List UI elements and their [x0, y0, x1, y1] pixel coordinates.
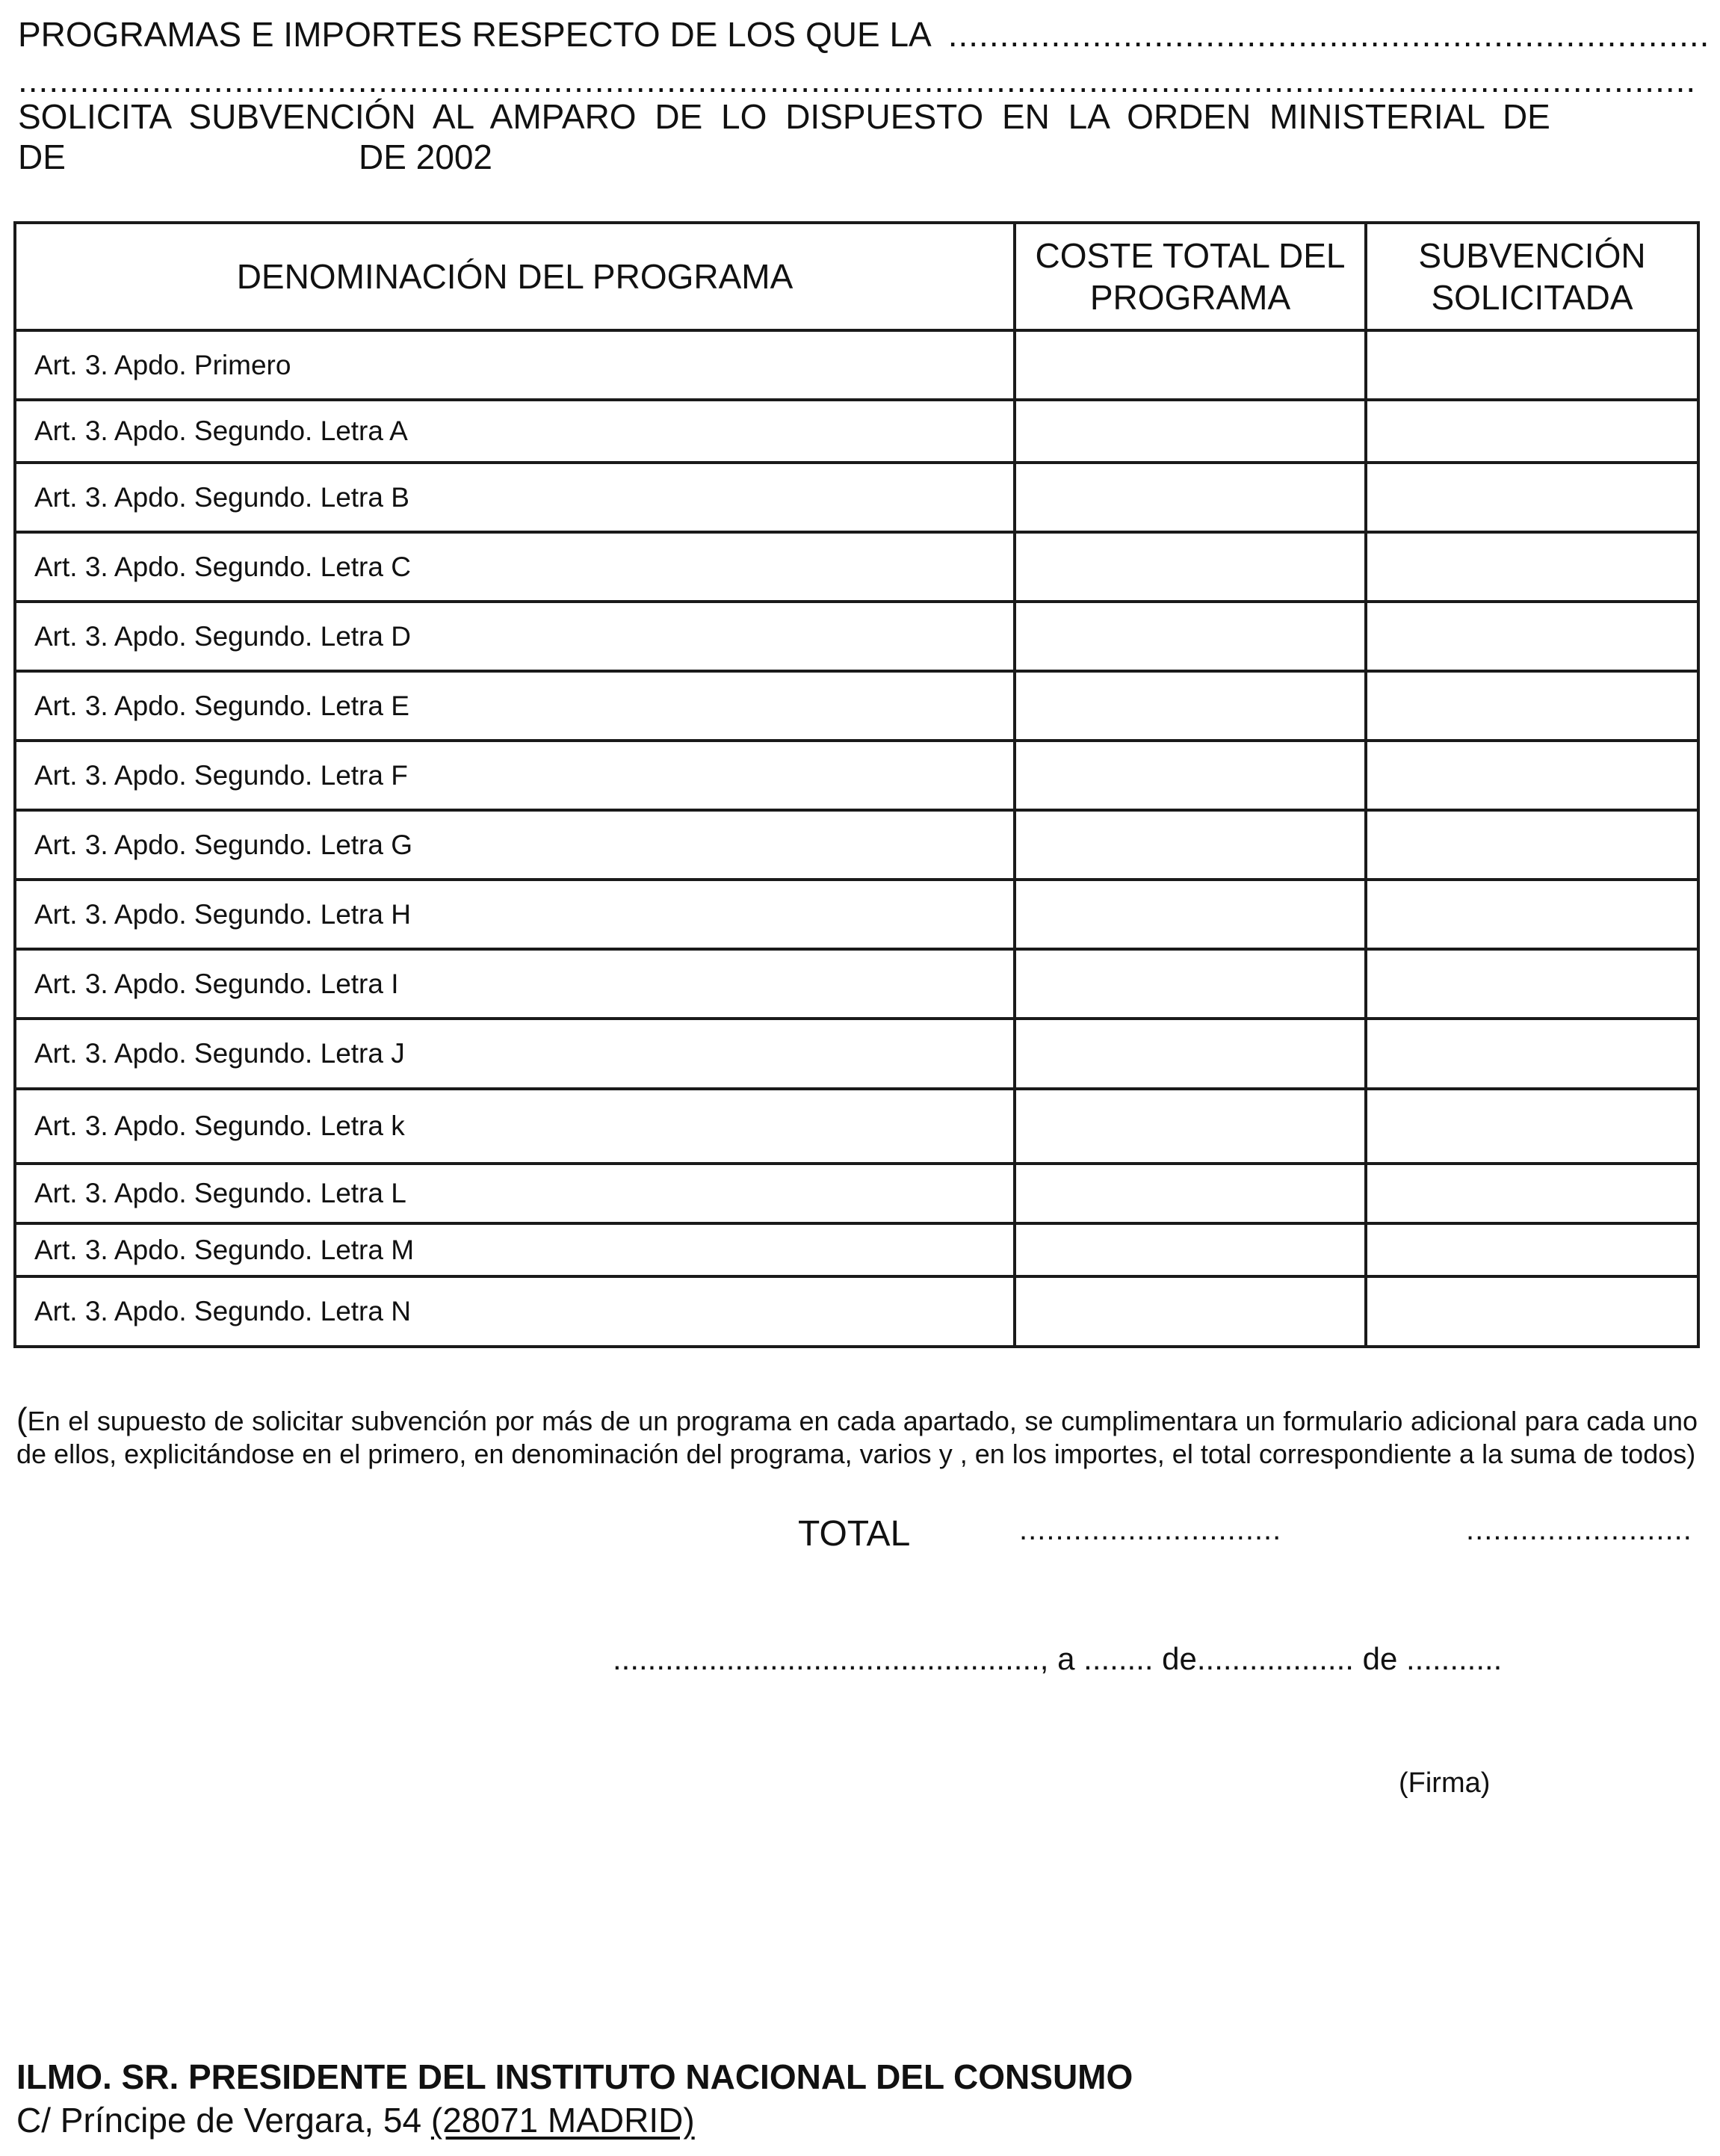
table-row [15, 602, 1698, 671]
table-row [15, 1089, 1698, 1164]
total-cost-cell[interactable] [1015, 1164, 1366, 1223]
table-row [15, 810, 1698, 880]
address-street: C/ Príncipe de Vergara, 54 [16, 2101, 422, 2140]
program-name-cell: Art. 3. Apdo. Segundo. Letra B [15, 463, 1015, 532]
header-intro-text: PROGRAMAS E IMPORTES RESPECTO DE LOS QUE LA [18, 15, 932, 54]
header-line-4-de: DE [18, 138, 66, 176]
total-cost-cell[interactable] [1015, 1089, 1366, 1164]
total-cost-cell[interactable] [1015, 741, 1366, 810]
place-date-field[interactable]: ................................................., a ........ de.................. de ........... [613, 1641, 1503, 1676]
subsidy-requested-cell[interactable] [1366, 1276, 1698, 1347]
subsidy-requested-cell[interactable] [1366, 880, 1698, 949]
subsidy-requested-cell[interactable] [1366, 671, 1698, 741]
program-name-cell: Art. 3. Apdo. Segundo. Letra H [15, 880, 1015, 949]
table-row [15, 1164, 1698, 1223]
total-cost-cell[interactable] [1015, 463, 1366, 532]
note-text: En el supuesto de solicitar subvención por más de un programa en cada apartado, se cumplimentara un formulario adicional para cada uno de ellos, explicitándose en el primero, en denominación del programa, varios y , en los importes, el total correspondiente a la suma de todos) [16, 1406, 1698, 1469]
total-cost-cell[interactable] [1015, 602, 1366, 671]
subsidy-requested-cell[interactable] [1366, 602, 1698, 671]
subsidy-requested-cell[interactable] [1366, 1089, 1698, 1164]
subsidy-requested-cell[interactable] [1366, 400, 1698, 463]
postal-address [16, 2100, 695, 2140]
subsidy-requested-cell[interactable] [1366, 532, 1698, 602]
table-row [15, 1276, 1698, 1347]
total-cost-cell[interactable] [1015, 1276, 1366, 1347]
program-name-cell: Art. 3. Apdo. Segundo. Letra k [15, 1089, 1015, 1164]
total-label: TOTAL [798, 1514, 911, 1554]
address-city: (28071 MADRID) [430, 2101, 695, 2140]
table-row [15, 330, 1698, 400]
program-name-cell: Art. 3. Apdo. Segundo. Letra C [15, 532, 1015, 602]
program-name-cell: Art. 3. Apdo. Segundo. Letra M [15, 1223, 1015, 1276]
column-header-subsidy-requested: SUBVENCIÓN SOLICITADA [1366, 223, 1698, 330]
program-name-cell: Art. 3. Apdo. Segundo. Letra A [15, 400, 1015, 463]
table-row [15, 949, 1698, 1019]
total-cost-cell[interactable] [1015, 400, 1366, 463]
subsidy-requested-cell[interactable] [1366, 330, 1698, 400]
column-header-total-cost: COSTE TOTAL DEL PROGRAMA [1015, 223, 1366, 330]
total-subsidy-field[interactable]: ......................... [1466, 1513, 1692, 1546]
table-row [15, 1019, 1698, 1089]
header-line-1 [18, 15, 1710, 54]
table-header-row [15, 223, 1698, 330]
column-header-program-name: DENOMINACIÓN DEL PROGRAMA [15, 223, 1015, 330]
program-name-cell: Art. 3. Apdo. Segundo. Letra G [15, 810, 1015, 880]
entity-name-dotted-field-continued[interactable]: ................................................................................................................................................................... [18, 61, 1697, 99]
subsidy-requested-cell[interactable] [1366, 741, 1698, 810]
table-row [15, 671, 1698, 741]
total-cost-field[interactable]: ............................. [1019, 1513, 1282, 1546]
total-cost-cell[interactable] [1015, 1223, 1366, 1276]
subsidy-requested-cell[interactable] [1366, 463, 1698, 532]
note-open-paren: ( [16, 1401, 28, 1438]
table-row [15, 880, 1698, 949]
total-cost-cell[interactable] [1015, 330, 1366, 400]
program-name-cell: Art. 3. Apdo. Segundo. Letra F [15, 741, 1015, 810]
table-row [15, 400, 1698, 463]
subsidy-requested-cell[interactable] [1366, 1019, 1698, 1089]
subsidy-requested-cell[interactable] [1366, 810, 1698, 880]
addressee-title: ILMO. SR. PRESIDENTE DEL INSTITUTO NACIONAL DEL CONSUMO [16, 2057, 1133, 2096]
table-row [15, 532, 1698, 602]
program-name-cell: Art. 3. Apdo. Segundo. Letra J [15, 1019, 1015, 1089]
entity-name-dotted-field[interactable]: .......................................................................... [947, 15, 1710, 54]
subsidy-requested-cell[interactable] [1366, 949, 1698, 1019]
program-name-cell: Art. 3. Apdo. Segundo. Letra D [15, 602, 1015, 671]
program-name-cell: Art. 3. Apdo. Segundo. Letra E [15, 671, 1015, 741]
program-name-cell: Art. 3. Apdo. Segundo. Letra L [15, 1164, 1015, 1223]
header-line-4-year: DE 2002 [359, 138, 493, 176]
signature-label: (Firma) [1399, 1767, 1491, 1799]
total-cost-cell[interactable] [1015, 1019, 1366, 1089]
total-cost-cell[interactable] [1015, 532, 1366, 602]
table-row [15, 1223, 1698, 1276]
subsidy-requested-cell[interactable] [1366, 1164, 1698, 1223]
total-cost-cell[interactable] [1015, 671, 1366, 741]
total-cost-cell[interactable] [1015, 949, 1366, 1019]
total-cost-cell[interactable] [1015, 810, 1366, 880]
table-row [15, 463, 1698, 532]
instructions-note [16, 1403, 1698, 1471]
program-name-cell: Art. 3. Apdo. Segundo. Letra N [15, 1276, 1015, 1347]
programs-table [13, 221, 1700, 1348]
total-cost-cell[interactable] [1015, 880, 1366, 949]
subsidy-requested-cell[interactable] [1366, 1223, 1698, 1276]
header-line-3: SOLICITA SUBVENCIÓN AL AMPARO DE LO DISPUESTO EN LA ORDEN MINISTERIAL DE [18, 97, 1550, 136]
program-name-cell: Art. 3. Apdo. Primero [15, 330, 1015, 400]
program-name-cell: Art. 3. Apdo. Segundo. Letra I [15, 949, 1015, 1019]
table-row [15, 741, 1698, 810]
